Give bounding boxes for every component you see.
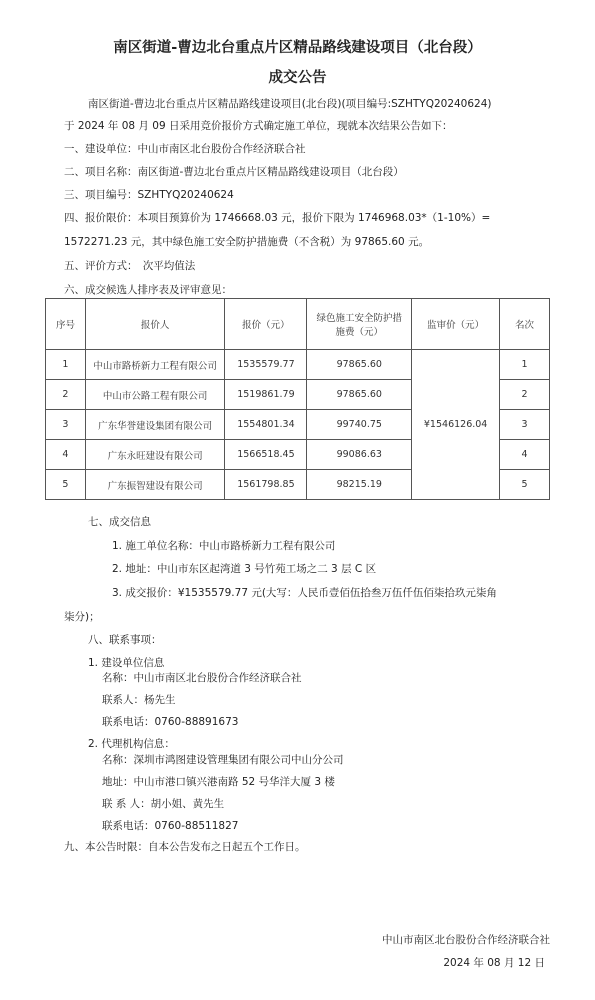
row-price: 1535579.77 [225,350,307,380]
header-bidder: 报价人 [85,299,225,350]
agency-phone: 联系电话：0760-88511827 [102,820,239,832]
audit-price-cell: ¥1546126.04 [412,350,500,500]
row-fee: 99740.75 [307,410,412,440]
row-no: 4 [46,440,86,470]
row-bidder: 中山市路桥新力工程有限公司 [85,350,225,380]
section-8: 八、联系事项： [88,634,162,646]
document-subtitle: 成交公告 [268,70,327,86]
row-bidder: 广东永旺建设有限公司 [85,440,225,470]
row-fee: 99086.63 [307,440,412,470]
row-no: 5 [46,470,86,500]
section-7-item-3-line-1: 3. 成交报价：¥1535579.77 元(大写：人民币壹佰伍拾叁万伍仟伍佰柒拾玖元柒角 [112,587,497,599]
section-7-item-2: 2. 地址：中山市东区起湾道 3 号竹苑工场之二 3 层 C 区 [112,563,377,575]
row-bidder: 中山市公路工程有限公司 [85,380,225,410]
header-no: 序号 [46,299,86,350]
row-rank: 3 [500,410,550,440]
row-rank: 4 [500,440,550,470]
row-fee: 97865.60 [307,380,412,410]
section-6: 六、成交候选人排序表及评审意见： [64,284,232,296]
row-no: 2 [46,380,86,410]
section-7-item-1: 1. 施工单位名称：中山市路桥新力工程有限公司 [112,540,336,552]
signing-organization: 中山市南区北台股份合作经济联合社 [382,934,550,946]
row-rank: 2 [500,380,550,410]
section-2: 二、项目名称：南区街道-曹边北台重点片区精品路线建设项目（北台段） [64,166,404,178]
section-4-line-1: 四、报价限价：本项目预算价为 1746668.03 元，报价下限为 1746968.03*（1-10%）= [64,212,491,224]
header-rank: 名次 [500,299,550,350]
table-header-row [46,299,550,350]
signing-date: 2024 年 08 月 12 日 [443,957,545,969]
row-price: 1561798.85 [225,470,307,500]
section-7-item-3-line-2: 柒分)； [64,611,100,623]
builder-phone: 联系电话：0760-88891673 [102,716,239,728]
agency-address: 地址：中山市港口镇兴港南路 52 号华洋大厦 3 楼 [102,776,335,788]
intro-line-1: 南区街道-曹边北台重点片区精品路线建设项目(北台段)(项目编号:SZHTYQ20240624) [88,98,492,110]
agency-name: 名称：深圳市鸿图建设管理集团有限公司中山分公司 [102,754,344,766]
builder-info-heading: 1. 建设单位信息 [88,657,165,669]
row-no: 1 [46,350,86,380]
row-rank: 1 [500,350,550,380]
builder-contact: 联系人：杨先生 [102,694,176,706]
row-bidder: 广东振智建设有限公司 [85,470,225,500]
agency-contact: 联 系 人：胡小姐、黄先生 [102,798,225,810]
section-7: 七、成交信息 [88,516,151,528]
candidate-ranking-table [45,298,550,500]
header-audit-price: 监审价（元） [412,299,500,350]
section-1: 一、建设单位：中山市南区北台股份合作经济联合社 [64,143,306,155]
section-5: 五、评价方式： 次平均值法 [64,260,196,272]
section-9: 九、本公告时限：自本公告发布之日起五个工作日。 [64,841,306,853]
section-4-line-2: 1572271.23 元，其中绿色施工安全防护措施费（不含税）为 97865.60 元。 [64,236,430,248]
row-no: 3 [46,410,86,440]
table-row [46,350,550,380]
header-price: 报价（元） [225,299,307,350]
agency-info-heading: 2. 代理机构信息： [88,738,175,750]
section-3: 三、项目编号：SZHTYQ20240624 [64,189,234,201]
row-price: 1519861.79 [225,380,307,410]
header-safety-fee: 绿色施工安全防护措施费（元） [307,299,412,350]
builder-name: 名称：中山市南区北台股份合作经济联合社 [102,672,302,684]
document-title: 南区街道-曹边北台重点片区精品路线建设项目（北台段） [113,40,482,56]
row-fee: 98215.19 [307,470,412,500]
row-fee: 97865.60 [307,350,412,380]
row-price: 1566518.45 [225,440,307,470]
intro-line-2: 于 2024 年 08 月 09 日采用竞价报价方式确定施工单位，现就本次结果公告如下： [64,120,453,132]
row-rank: 5 [500,470,550,500]
row-price: 1554801.34 [225,410,307,440]
row-bidder: 广东华誉建设集团有限公司 [85,410,225,440]
